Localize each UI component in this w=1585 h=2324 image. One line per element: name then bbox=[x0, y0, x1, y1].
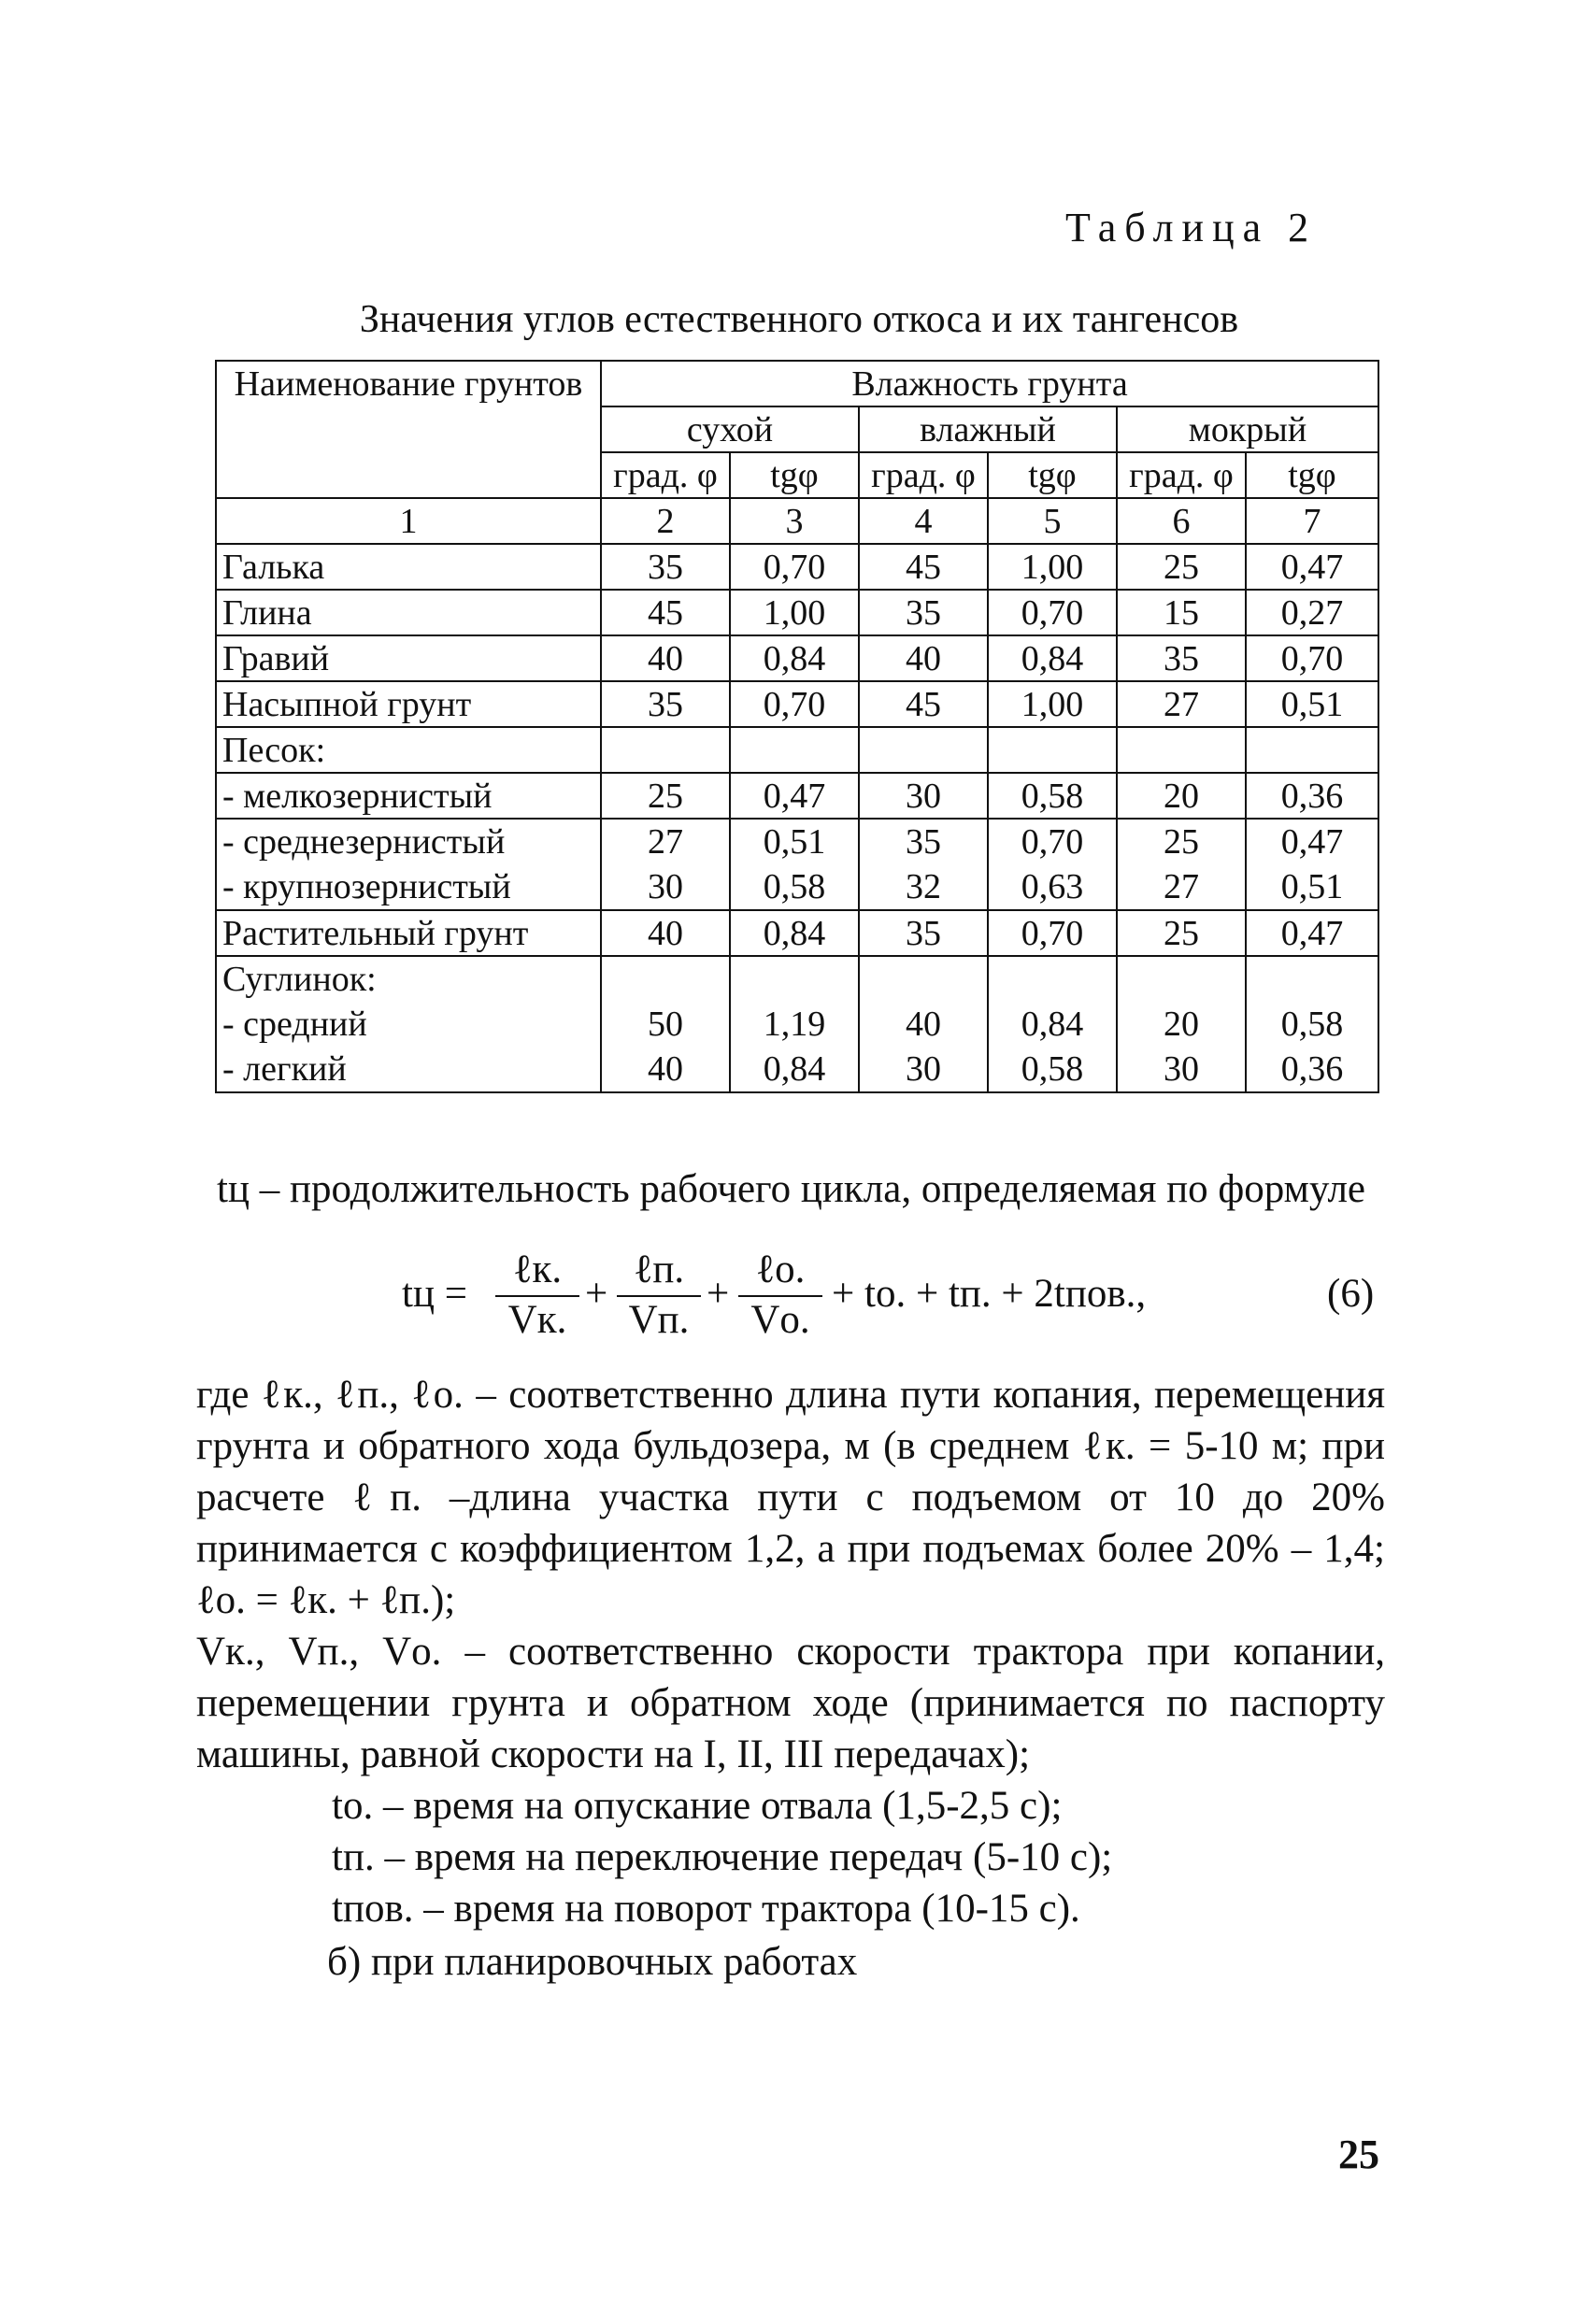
table-row bbox=[216, 590, 1378, 635]
value: 1,19 bbox=[763, 1005, 826, 1044]
value: 0,70 bbox=[1021, 592, 1084, 633]
table-row bbox=[216, 727, 1378, 773]
value-cell bbox=[859, 956, 988, 1092]
value-cell bbox=[859, 635, 988, 681]
table-row bbox=[216, 819, 1378, 910]
value-cell bbox=[1117, 544, 1246, 590]
value: 0,51 bbox=[763, 822, 826, 862]
soil-name: - легкий bbox=[222, 1049, 347, 1089]
value-cell bbox=[1117, 910, 1246, 956]
value: 1,00 bbox=[1021, 547, 1084, 587]
fraction-3 bbox=[738, 1247, 822, 1346]
column-number: 6 bbox=[1117, 498, 1246, 544]
formula-tail: + tо. + tп. + 2tпов., bbox=[832, 1272, 1147, 1316]
value: 45 bbox=[648, 592, 683, 633]
value: 0,58 bbox=[1280, 1005, 1344, 1044]
table-row bbox=[216, 681, 1378, 727]
soil-name-cell bbox=[216, 773, 601, 819]
fraction-1-denominator: Vк. bbox=[507, 1298, 567, 1342]
soil-name-cell bbox=[216, 956, 601, 1092]
value: 0,84 bbox=[763, 913, 826, 953]
plus-sign: + bbox=[707, 1272, 730, 1316]
soil-name-cell bbox=[216, 681, 601, 727]
column-number: 7 bbox=[1246, 498, 1378, 544]
col-header-moisture: Влажность грунта bbox=[601, 361, 1378, 406]
value: 30 bbox=[1164, 1049, 1199, 1089]
value-cell bbox=[1246, 681, 1378, 727]
value-cell bbox=[1117, 681, 1246, 727]
value-cell bbox=[730, 635, 859, 681]
value-cell bbox=[601, 590, 730, 635]
sub-header-deg: град. φ bbox=[1117, 452, 1246, 498]
value: 0,70 bbox=[1021, 913, 1084, 953]
table-label: Таблица 2 bbox=[1065, 205, 1318, 250]
soil-name: - крупнозернистый bbox=[222, 867, 511, 906]
section-b-heading: б) при планировочных работах bbox=[327, 1940, 858, 1984]
value: 0,84 bbox=[763, 638, 826, 678]
value: 0,36 bbox=[1280, 776, 1344, 816]
formula-lhs: tц = bbox=[402, 1272, 467, 1316]
value-cell bbox=[1246, 590, 1378, 635]
value-cell bbox=[730, 590, 859, 635]
value: 25 bbox=[1164, 822, 1199, 862]
value-cell bbox=[1246, 727, 1378, 773]
value bbox=[1123, 957, 1239, 1002]
value-cell bbox=[730, 773, 859, 819]
value: 0,84 bbox=[1021, 1005, 1084, 1044]
value bbox=[1252, 957, 1372, 1002]
value: 30 bbox=[906, 1049, 941, 1089]
value: 35 bbox=[906, 822, 941, 862]
value-cell bbox=[859, 727, 988, 773]
soil-name: Глина bbox=[222, 592, 312, 633]
tc-definition: tц – продолжительность рабочего цикла, определяемая по формуле bbox=[217, 1167, 1366, 1211]
value bbox=[865, 729, 981, 772]
soil-name: Суглинок: bbox=[222, 960, 377, 999]
value-cell bbox=[1117, 590, 1246, 635]
column-number: 5 bbox=[988, 498, 1117, 544]
column-number: 2 bbox=[601, 498, 730, 544]
fraction-2-numerator: ℓп. bbox=[633, 1248, 685, 1291]
fraction-1-numerator: ℓк. bbox=[512, 1248, 563, 1291]
soil-name-cell bbox=[216, 819, 601, 910]
value: 27 bbox=[1164, 684, 1199, 724]
table-row bbox=[216, 635, 1378, 681]
value: 32 bbox=[906, 867, 941, 906]
group-header-wet: мокрый bbox=[1117, 406, 1378, 452]
value: 0,47 bbox=[763, 776, 826, 816]
value: 20 bbox=[1164, 1005, 1199, 1044]
fraction-3-denominator: Vо. bbox=[750, 1298, 810, 1342]
value: 25 bbox=[1164, 547, 1199, 587]
to-definition: tо. – время на опускание отвала (1,5-2,5 с); bbox=[332, 1784, 1063, 1828]
value: 0,47 bbox=[1280, 822, 1344, 862]
soil-name: Насыпной грунт bbox=[222, 684, 472, 724]
value: 27 bbox=[1164, 867, 1199, 906]
value: 45 bbox=[906, 684, 941, 724]
value bbox=[865, 957, 981, 1002]
value-cell bbox=[1117, 635, 1246, 681]
fraction-3-numerator: ℓо. bbox=[755, 1248, 806, 1291]
column-number: 1 bbox=[216, 498, 601, 544]
soil-slope-table bbox=[215, 360, 1379, 1093]
value-cell bbox=[730, 681, 859, 727]
soil-name: - средний bbox=[222, 1005, 367, 1044]
value: 40 bbox=[648, 1049, 683, 1089]
value-cell bbox=[988, 635, 1117, 681]
soil-name-cell bbox=[216, 635, 601, 681]
value: 35 bbox=[906, 592, 941, 633]
column-number: 4 bbox=[859, 498, 988, 544]
value: 0,58 bbox=[763, 867, 826, 906]
value-cell bbox=[601, 544, 730, 590]
formula-6 bbox=[402, 1235, 1383, 1357]
value: 15 bbox=[1164, 592, 1199, 633]
value-cell bbox=[730, 727, 859, 773]
soil-name-cell bbox=[216, 727, 601, 773]
tpov-definition: tпов. – время на поворот трактора (10-15 с). bbox=[332, 1887, 1080, 1931]
value: 0,58 bbox=[1021, 1049, 1084, 1089]
value: 35 bbox=[648, 547, 683, 587]
value-cell bbox=[601, 635, 730, 681]
table-row bbox=[216, 544, 1378, 590]
plus-sign: + bbox=[585, 1272, 608, 1316]
value-cell bbox=[859, 910, 988, 956]
value: 35 bbox=[648, 684, 683, 724]
value: 1,00 bbox=[1021, 684, 1084, 724]
value bbox=[994, 957, 1110, 1002]
soil-name: Песок: bbox=[222, 730, 326, 770]
column-number-row bbox=[216, 498, 1378, 544]
value-cell bbox=[730, 819, 859, 910]
value bbox=[736, 957, 852, 1002]
value-cell bbox=[1117, 956, 1246, 1092]
value bbox=[607, 957, 723, 1002]
table-row bbox=[216, 773, 1378, 819]
value-cell bbox=[988, 956, 1117, 1092]
value: 30 bbox=[648, 867, 683, 906]
column-number: 3 bbox=[730, 498, 859, 544]
value-cell bbox=[1246, 635, 1378, 681]
value-cell bbox=[1246, 819, 1378, 910]
table-row bbox=[216, 956, 1378, 1092]
value-cell bbox=[601, 727, 730, 773]
soil-name: Галька bbox=[222, 547, 325, 587]
value-cell bbox=[601, 956, 730, 1092]
value-cell bbox=[601, 910, 730, 956]
value-cell bbox=[601, 681, 730, 727]
value: 0,47 bbox=[1280, 913, 1344, 953]
value: 0,51 bbox=[1280, 867, 1344, 906]
value-cell bbox=[1246, 773, 1378, 819]
value: 0,58 bbox=[1021, 776, 1084, 816]
soil-name: - мелкозернистый bbox=[222, 776, 493, 816]
speeds-paragraph: Vк., Vп., Vо. – соответственно скорости трактора при копании, перемещении грунта и обратном ходе (принимается по паспорту машины, равной скорости на I, II, III передачах); bbox=[196, 1630, 1385, 1776]
value: 0,84 bbox=[763, 1049, 826, 1089]
value: 0,70 bbox=[763, 684, 826, 724]
value: 30 bbox=[906, 776, 941, 816]
value-cell bbox=[730, 956, 859, 1092]
table-row bbox=[216, 910, 1378, 956]
group-header-moist: влажный bbox=[859, 406, 1117, 452]
sub-header-deg: град. φ bbox=[601, 452, 730, 498]
value: 40 bbox=[648, 913, 683, 953]
value-cell bbox=[1117, 773, 1246, 819]
value: 0,63 bbox=[1021, 867, 1084, 906]
soil-name: Растительный грунт bbox=[222, 913, 529, 953]
value: 0,51 bbox=[1280, 684, 1344, 724]
sub-header-deg: град. φ bbox=[859, 452, 988, 498]
where-paragraph: где ℓк., ℓп., ℓо. – соответственно длина пути копания, перемещения грунта и обратного хода бульдозера, м (в среднем ℓк. = 5-10 м; при расчете ℓп. –длина участка пути с подъемом от 10 до 20% принимается с коэффициентом 1,2, а при подъемах более 20% – 1,4; ℓо. = ℓк. + ℓп.); bbox=[196, 1373, 1385, 1622]
value-cell bbox=[988, 910, 1117, 956]
fraction-2-denominator: Vп. bbox=[628, 1298, 690, 1342]
value: 0,36 bbox=[1280, 1049, 1344, 1089]
value: 0,70 bbox=[1280, 638, 1344, 678]
value-cell bbox=[988, 773, 1117, 819]
soil-name-cell bbox=[216, 910, 601, 956]
value: 25 bbox=[648, 776, 683, 816]
value: 50 bbox=[648, 1005, 683, 1044]
value: 40 bbox=[906, 638, 941, 678]
value-cell bbox=[1246, 910, 1378, 956]
value: 20 bbox=[1164, 776, 1199, 816]
value: 0,70 bbox=[763, 547, 826, 587]
value-cell bbox=[859, 773, 988, 819]
soil-name: - среднезернистый bbox=[222, 822, 506, 862]
soil-name-cell bbox=[216, 590, 601, 635]
value: 0,27 bbox=[1280, 592, 1344, 633]
fraction-1 bbox=[495, 1247, 579, 1346]
value bbox=[607, 729, 723, 772]
tp-definition: tп. – время на переключение передач (5-10 с); bbox=[332, 1835, 1113, 1879]
group-header-dry: сухой bbox=[601, 406, 859, 452]
value: 0,84 bbox=[1021, 638, 1084, 678]
value: 35 bbox=[906, 913, 941, 953]
value-cell bbox=[859, 681, 988, 727]
value bbox=[1123, 729, 1239, 772]
col-header-soil-name: Наименование грунтов bbox=[216, 361, 601, 498]
value-cell bbox=[1117, 727, 1246, 773]
value-cell bbox=[601, 773, 730, 819]
value: 45 bbox=[906, 547, 941, 587]
value-cell bbox=[988, 681, 1117, 727]
value-cell bbox=[730, 544, 859, 590]
value-cell bbox=[1246, 956, 1378, 1092]
sub-header-tg: tgφ bbox=[988, 452, 1117, 498]
value: 35 bbox=[1164, 638, 1199, 678]
formula-number: (6) bbox=[1327, 1272, 1375, 1316]
value: 0,70 bbox=[1021, 822, 1084, 862]
value-cell bbox=[601, 819, 730, 910]
value: 0,47 bbox=[1280, 547, 1344, 587]
value-cell bbox=[1117, 819, 1246, 910]
page-number: 25 bbox=[1338, 2132, 1379, 2177]
value-cell bbox=[859, 819, 988, 910]
soil-name-cell bbox=[216, 544, 601, 590]
value: 40 bbox=[648, 638, 683, 678]
value-cell bbox=[859, 544, 988, 590]
value: 25 bbox=[1164, 913, 1199, 953]
sub-header-tg: tgφ bbox=[1246, 452, 1378, 498]
soil-name: Гравий bbox=[222, 638, 330, 678]
value-cell bbox=[988, 819, 1117, 910]
value-cell bbox=[988, 727, 1117, 773]
value bbox=[994, 729, 1110, 772]
value-cell bbox=[1246, 544, 1378, 590]
value-cell bbox=[859, 590, 988, 635]
value bbox=[736, 729, 852, 772]
fraction-2 bbox=[617, 1247, 701, 1346]
table-title: Значения углов естественного откоса и их тангенсов bbox=[359, 298, 1239, 341]
value-cell bbox=[988, 544, 1117, 590]
value-cell bbox=[730, 910, 859, 956]
value-cell bbox=[988, 590, 1117, 635]
value: 40 bbox=[906, 1005, 941, 1044]
sub-header-tg: tgφ bbox=[730, 452, 859, 498]
value bbox=[1252, 729, 1372, 772]
value: 1,00 bbox=[763, 592, 826, 633]
value: 27 bbox=[648, 822, 683, 862]
